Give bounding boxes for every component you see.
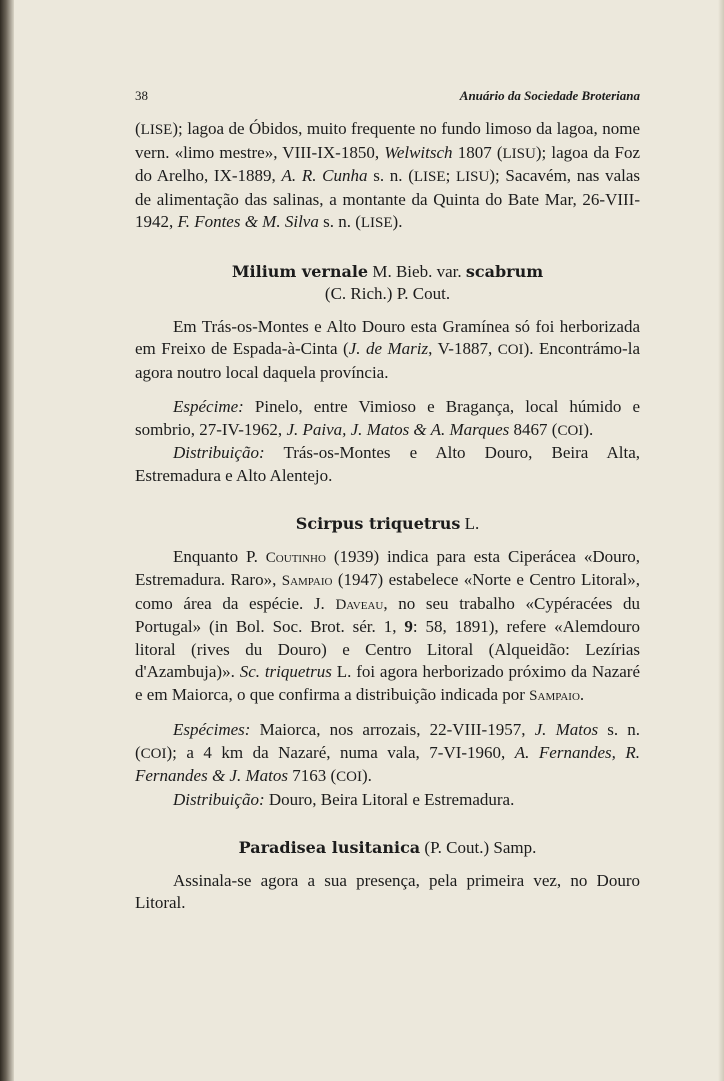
herbarium-code: LISU (502, 145, 536, 162)
page-number: 38 (135, 88, 148, 103)
collector: A. R. Cunha (281, 166, 368, 185)
species-abbrev: Sc. triquetrus (239, 662, 332, 681)
paragraph: Enquanto P. Coutinho (1939) indica para esta Ciperácea «Douro, Estremadura. Raro», Sampaio (1947) estabelece «Norte e Centro Litoral», como área da espécie. J. Daveau, no seu trabalho «Cypéracées du Portugal» (in Bol. Soc. Brot. sér. 1, 9: 58, 1891), refere «Alemdouro litoral (rives du Douro) e Centro Litoral (Alqueidão: Lezírias d'Azambuja)». Sc. triquetrus L. foi agora herborizado próximo da Nazaré e em Maiorca, o que confirma a distribuição indicada por Sampaio. (135, 546, 641, 704)
herbarium-code: COI (557, 422, 584, 439)
species-name: Milium vernale (231, 261, 369, 281)
page-content (135, 88, 640, 915)
section-label: Espécime: (173, 397, 244, 416)
volume-number: 9 (404, 617, 413, 636)
section-label: Distribuição: (173, 443, 265, 462)
section-label: Espécimes: (173, 720, 251, 739)
herbarium-code: LISE (360, 215, 393, 231)
species-name: Scirpus triquetrus (295, 514, 461, 533)
specimen-paragraph: Espécimes: Maiorca, nos arrozais, 22-VIII-1957, J. Matos s. n. (COI); a 4 km da Nazaré, numa vala, 7-VI-1960, A. Fernandes, R. Fernandes & J. Matos 7163 (COI). (135, 720, 641, 785)
species-heading-milium: Milium vernale M. Bieb. var. scabrum (C. Rich.) P. Cout. (231, 261, 544, 303)
collector: F. Fontes & M. Silva (177, 212, 319, 231)
journal-title: Anuário da Sociedade Broteriana (459, 88, 640, 103)
collector: A. Fernandes, R. Fernandes & J. Matos (135, 742, 640, 785)
author-name: Sampaio (281, 573, 333, 589)
running-header (135, 88, 640, 104)
herbarium-code: COI (140, 745, 167, 762)
collector: J. Matos (534, 720, 599, 739)
collector: J. de Mariz (348, 339, 429, 358)
variety-name: scabrum (465, 261, 544, 281)
author-name: Daveau (335, 596, 384, 613)
herbarium-code: COI (336, 769, 362, 785)
page-edge (718, 0, 724, 1081)
author-name: Coutinho (265, 549, 326, 566)
paragraph: Assinala-se agora a sua presença, pela primeira vez, no Douro Litoral. (135, 870, 640, 912)
herbarium-code: LISU (456, 169, 490, 185)
author-name: Sampaio (529, 687, 580, 704)
herbarium-code: COI (497, 342, 524, 358)
book-binding-shadow (0, 0, 14, 1081)
specimen-paragraph: Espécime: Pinelo, entre Vimioso e Bragança, local húmido e sombrio, 27-IV-1962, J. Paiva, J. Matos & A. Marques 8467 (COI). (135, 397, 641, 439)
distribution-paragraph: Distribuição: Trás-os-Montes e Alto Douro, Beira Alta, Estremadura e Alto Alentejo. (135, 443, 640, 485)
species-heading-scirpus: Scirpus triquetrus L. (295, 514, 480, 533)
distribution-paragraph: Distribuição: Douro, Beira Litoral e Estremadura. (173, 789, 515, 809)
species-name: Paradisea lusitanica (238, 838, 421, 857)
collector: Welwitsch (384, 142, 453, 162)
collector: J. Paiva, J. Matos & A. Marques (286, 419, 510, 439)
species-heading-paradisea: Paradisea lusitanica (P. Cout.) Samp. (238, 838, 537, 857)
paragraph: Em Trás-os-Montes e Alto Douro esta Gramínea só foi herborizada em Freixo de Espada-à-Cinta (J. de Mariz, V-1887, COI). Encontrámo-la agora noutro local daquela província. (135, 316, 640, 382)
paragraph-continued: (LISE); lagoa de Óbidos, muito frequente no fundo limoso da lagoa, nome vern. «limo mestre», VIII-IX-1850, Welwitsch 1807 (LISU); lagoa da Foz do Arelho, IX-1889, A. R. Cunha s. n. (LISE; LISU); Sacavém, nas valas de alimentação das salinas, a montante da Quinta do Bate Mar, 26-VIII-1942, F. Fontes & M. Silva s. n. (LISE). (135, 119, 641, 231)
section-label: Distribuição: (173, 789, 265, 809)
herbarium-code: LISE (140, 122, 173, 138)
herbarium-code: LISE (413, 169, 446, 185)
